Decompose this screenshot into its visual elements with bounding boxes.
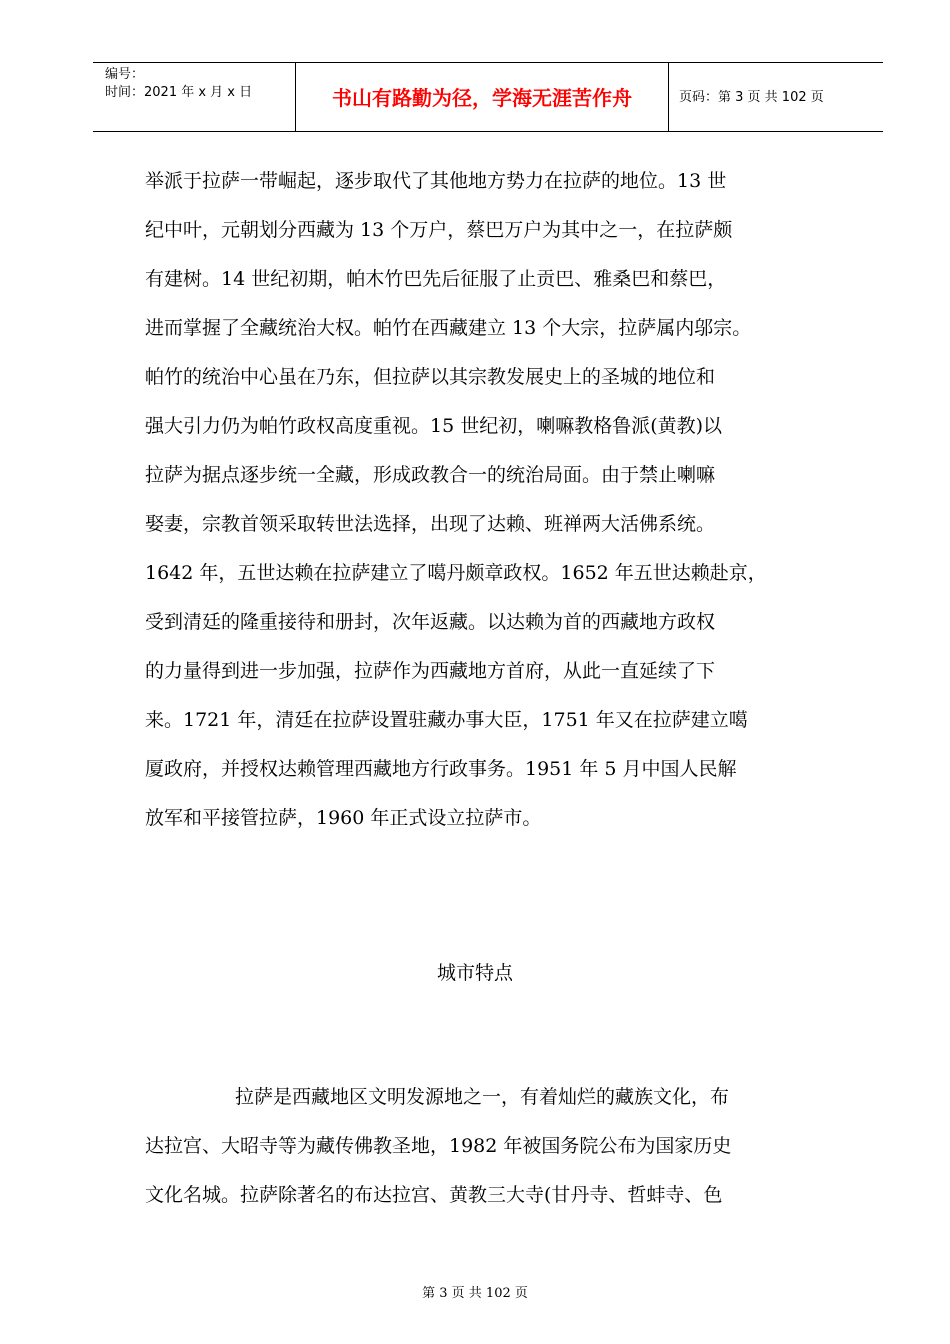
text-line: 文化名城。拉萨除著名的布达拉宫、黄教三大寺(甘丹寺、哲蚌寺、色 — [145, 1184, 723, 1206]
section-title: 城市特点 — [436, 962, 513, 984]
page-footer: 第 3 页 共 102 页 — [422, 1286, 528, 1301]
text-line: 有建树。14 世纪初期，帕木竹巴先后征服了止贡巴、雅桑巴和蔡巴， — [145, 268, 727, 290]
document-number-label: 编号： — [105, 67, 145, 82]
text-line: 来。1721 年，清廷在拉萨设置驻藏办事大臣，1751 年又在拉萨建立噶 — [145, 709, 748, 731]
text-line: 厦政府，并授权达赖管理西藏地方行政事务。1951 年 5 月中国人民解 — [145, 758, 737, 780]
document-time-label: 时间：2021 年 x 月 x 日 — [105, 85, 253, 100]
text-line: 娶妻，宗教首领采取转世法选择，出现了达赖、班禅两大活佛系统。 — [145, 513, 716, 535]
header-page-cell — [669, 63, 883, 131]
header-motto-cell — [296, 63, 669, 131]
header-page-info: 页码：第 3 页 共 102 页 — [679, 90, 824, 105]
text-line: 受到清廷的隆重接待和册封，次年返藏。以达赖为首的西藏地方政权 — [145, 611, 716, 633]
paragraph-city-features — [145, 1073, 845, 1220]
text-line: 达拉宫、大昭寺等为藏传佛教圣地，1982 年被国务院公布为国家历史 — [145, 1135, 732, 1157]
text-line: 拉萨为据点逐步统一全藏，形成政教合一的统治局面。由于禁止喇嘛 — [145, 464, 716, 486]
header-motto: 书山有路勤为径，学海无涯苦作舟 — [332, 86, 632, 110]
text-line: 的力量得到进一步加强，拉萨作为西藏地方首府，从此一直延续了下 — [145, 660, 716, 682]
text-line: 强大引力仍为帕竹政权高度重视。15 世纪初，喇嘛教格鲁派(黄教)以 — [145, 415, 723, 437]
page-header — [93, 62, 883, 132]
header-meta-cell — [93, 63, 296, 131]
paragraph-history — [145, 157, 845, 843]
text-line: 放军和平接管拉萨，1960 年正式设立拉萨市。 — [145, 807, 542, 829]
text-line: 举派于拉萨一带崛起，逐步取代了其他地方势力在拉萨的地位。13 世 — [145, 170, 727, 192]
text-line: 拉萨是西藏地区文明发源地之一，有着灿烂的藏族文化，布 — [235, 1086, 730, 1108]
text-line: 帕竹的统治中心虽在乃东，但拉萨以其宗教发展史上的圣城的地位和 — [145, 366, 716, 388]
text-line: 纪中叶，元朝划分西藏为 13 个万户，蔡巴万户为其中之一，在拉萨颇 — [145, 219, 733, 241]
text-line: 进而掌握了全藏统治大权。帕竹在西藏建立 13 个大宗，拉萨属内邬宗。 — [145, 317, 752, 339]
text-line: 1642 年，五世达赖在拉萨建立了噶丹颇章政权。1652 年五世达赖赴京， — [145, 562, 767, 584]
